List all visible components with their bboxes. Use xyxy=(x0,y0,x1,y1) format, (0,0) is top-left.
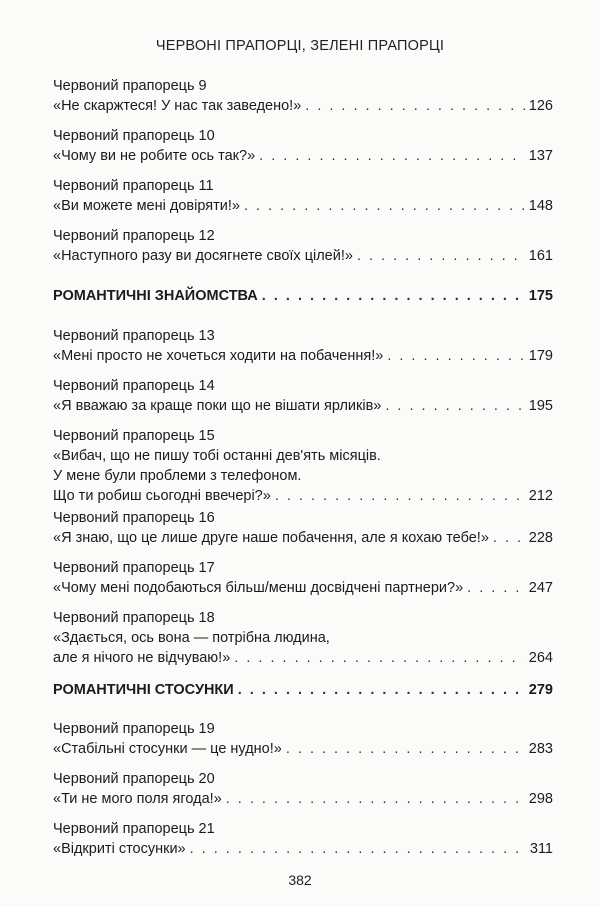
leader-dots xyxy=(244,196,525,216)
entry-title: Червоний прапорець 16 xyxy=(53,510,215,526)
toc-entry xyxy=(53,126,553,166)
entry-leader-line xyxy=(53,528,553,548)
entry-leader-line xyxy=(53,578,553,598)
entry-subtitle-line: «Вибач, що не пишу тобі останні дев'ять місяців. xyxy=(53,448,381,464)
page-ref: 279 xyxy=(528,682,553,698)
section-title: РОМАНТИЧНІ ЗНАЙОМСТВА xyxy=(53,288,258,304)
entry-subtitle-line: «Ти не мого поля ягода!» xyxy=(53,791,222,807)
leader-dots xyxy=(385,396,524,416)
entry-leader-line xyxy=(53,739,553,759)
entry-leader-line xyxy=(53,146,553,166)
leader-dots xyxy=(238,680,525,700)
toc-entry xyxy=(53,769,553,809)
page-ref: 161 xyxy=(528,248,553,264)
section-title: РОМАНТИЧНІ СТОСУНКИ xyxy=(53,682,234,698)
toc-section xyxy=(53,680,553,700)
page-ref: 148 xyxy=(528,198,553,214)
entry-title: Червоний прапорець 13 xyxy=(53,328,215,344)
leader-dots xyxy=(286,739,525,759)
entry-title: Червоний прапорець 9 xyxy=(53,78,207,94)
entry-subtitle-line: «Я знаю, що це лише друге наше побачення, але я кохаю тебе!» xyxy=(53,530,489,546)
leader-dots xyxy=(259,146,525,166)
entry-leader-line xyxy=(53,346,553,366)
leader-dots xyxy=(190,839,526,859)
entry-subtitle-line: «Здається, ось вона — потрібна людина, xyxy=(53,630,330,646)
entry-leader-line xyxy=(53,396,553,416)
page-ref: 137 xyxy=(528,148,553,164)
entry-subtitle-line: «Наступного разу ви досягнете своїх цілей!» xyxy=(53,248,353,264)
toc-entry xyxy=(53,719,553,759)
running-head: ЧЕРВОНІ ПРАПОРЦІ, ЗЕЛЕНІ ПРАПОРЦІ xyxy=(155,38,445,54)
page-ref: 264 xyxy=(528,650,553,666)
toc-entry xyxy=(53,226,553,266)
leader-dots xyxy=(226,789,525,809)
leader-dots xyxy=(357,246,525,266)
leader-dots xyxy=(262,286,525,306)
entry-subtitle-line: «Ви можете мені довіряти!» xyxy=(53,198,240,214)
entry-leader-line xyxy=(53,839,553,859)
toc-entry xyxy=(53,608,553,668)
entry-title: Червоний прапорець 21 xyxy=(53,821,215,837)
page-ref: 298 xyxy=(528,791,553,807)
leader-dots xyxy=(305,96,525,116)
toc-entry xyxy=(53,508,553,548)
toc-entry xyxy=(53,326,553,366)
entry-title: Червоний прапорець 10 xyxy=(53,128,215,144)
leader-dots xyxy=(275,486,525,506)
page-ref: 311 xyxy=(529,841,553,857)
page-ref: 175 xyxy=(528,288,553,304)
entry-subtitle-line: «Чому ви не робите ось так?» xyxy=(53,148,256,164)
entry-title: Червоний прапорець 12 xyxy=(53,228,215,244)
leader-dots xyxy=(387,346,524,366)
entry-subtitle-line: Що ти робиш сьогодні ввечері?» xyxy=(53,488,271,504)
entry-title: Червоний прапорець 17 xyxy=(53,560,215,576)
page-ref: 212 xyxy=(528,488,553,504)
leader-dots xyxy=(234,648,525,668)
entry-subtitle-line: У мене були проблеми з телефоном. xyxy=(53,468,302,484)
toc-section-line xyxy=(53,680,553,700)
toc-entry xyxy=(53,76,553,116)
entry-title: Червоний прапорець 20 xyxy=(53,771,215,787)
entry-leader-line xyxy=(53,196,553,216)
toc-section xyxy=(53,286,553,306)
page-number: 382 xyxy=(288,872,312,888)
entry-title: Червоний прапорець 11 xyxy=(53,178,214,194)
page-ref: 126 xyxy=(528,98,553,114)
toc-entry xyxy=(53,819,553,859)
entry-leader-line xyxy=(53,246,553,266)
entry-title: Червоний прапорець 15 xyxy=(53,428,215,444)
leader-dots xyxy=(467,578,525,598)
entry-leader-line xyxy=(53,789,553,809)
leader-dots xyxy=(493,528,525,548)
page-ref: 247 xyxy=(528,580,553,596)
toc-section-line xyxy=(53,286,553,306)
entry-leader-line xyxy=(53,96,553,116)
entry-leader-line xyxy=(53,486,553,506)
entry-subtitle-line: але я нічого не відчуваю!» xyxy=(53,650,231,666)
entry-subtitle-line: «Чому мені подобаються більш/менш досвідчені партнери?» xyxy=(53,580,464,596)
page-ref: 228 xyxy=(528,530,553,546)
toc-entry xyxy=(53,558,553,598)
entry-subtitle-line: «Мені просто не хочеться ходити на побачення!» xyxy=(53,348,384,364)
entry-subtitle-line: «Не скаржтеся! У нас так заведено!» xyxy=(53,98,302,114)
page-ref: 195 xyxy=(528,398,553,414)
entry-subtitle-line: «Стабільні стосунки — це нудно!» xyxy=(53,741,282,757)
entry-title: Червоний прапорець 14 xyxy=(53,378,215,394)
entry-title: Червоний прапорець 19 xyxy=(53,721,215,737)
toc-entry xyxy=(53,426,553,506)
toc-entry xyxy=(53,176,553,216)
page-ref: 283 xyxy=(528,741,553,757)
page-ref: 179 xyxy=(528,348,553,364)
entry-subtitle-line: «Відкриті стосунки» xyxy=(53,841,186,857)
entry-leader-line xyxy=(53,648,553,668)
toc-entry xyxy=(53,376,553,416)
entry-title: Червоний прапорець 18 xyxy=(53,610,215,626)
entry-subtitle-line: «Я вважаю за краще поки що не вішати ярликів» xyxy=(53,398,382,414)
